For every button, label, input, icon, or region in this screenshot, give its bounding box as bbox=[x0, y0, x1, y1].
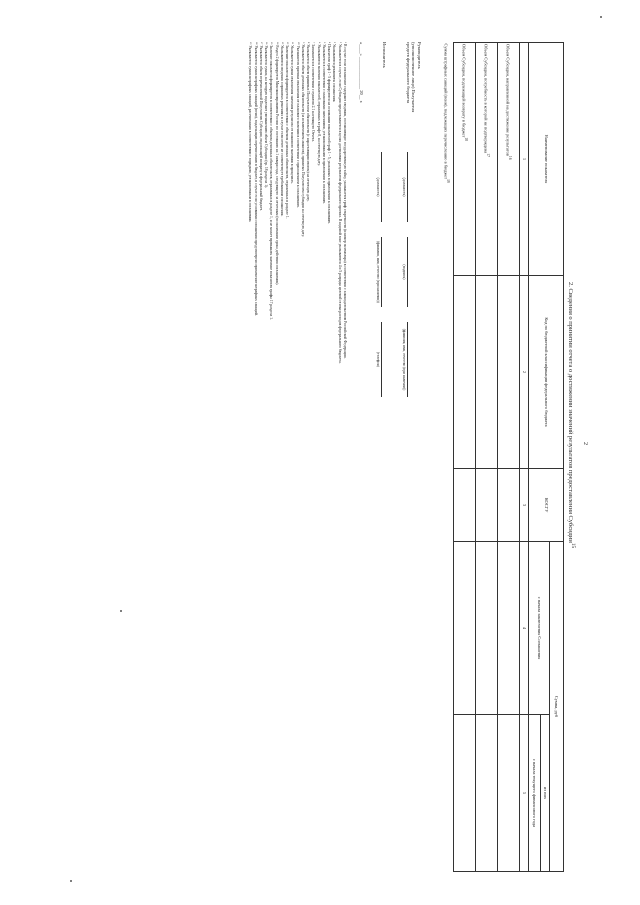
footnote: ¹⁵ Значение показателя формируется в соответствии с объемом денежных обязательств, отраженных в разделе 1, и не может превышать значение показателя графы 17 раздела 1. bbox=[269, 42, 274, 320]
caption-name: (фамилия, имя, отчество (при наличии)) bbox=[376, 241, 380, 303]
footnote: ¹⁹ Указывается сумма штрафных санкций, рассчитанная в соответствии с порядком, установленным в соглашении. bbox=[248, 42, 253, 223]
footnotes bbox=[247, 42, 347, 872]
row-footnote: 16 bbox=[508, 155, 513, 160]
footnote: ¹⁶ Указывается сумма, на которую подлежит уменьшению объем Субсидии (гр. 18 раздела 1). bbox=[264, 42, 269, 189]
caption-sign: (подпись) bbox=[402, 264, 406, 280]
footnote: ⁵ Указывается в соответствии с плановыми значениями, установленными в приложении к соглашению. bbox=[322, 42, 326, 205]
head-label-line: средств федерального бюджета bbox=[405, 42, 411, 104]
table-cell bbox=[476, 276, 498, 469]
rotated-sheet bbox=[60, 22, 590, 892]
head-label-line: Руководитель bbox=[417, 42, 422, 69]
footnote: ¹³ Указываются сведения о принятых решениях в случае если отчет не соответствует требованиям соглашения. bbox=[280, 42, 284, 217]
caption-phone: (телефон) bbox=[376, 351, 380, 368]
row-footnote: 19 bbox=[446, 179, 451, 183]
caption-name: (фамилия, имя, отчество (при наличии)) bbox=[402, 328, 406, 391]
signature-line bbox=[381, 152, 382, 222]
caption-position: (должность) bbox=[402, 177, 406, 197]
results-table bbox=[440, 42, 564, 872]
table-cell bbox=[454, 276, 476, 469]
footnote: ¹ В случае если соглашение содержит сведения, составляющие государственную тайну, указывается гриф секретности (и номер экземпляра) в соответствии с законодательством Российской Федерации. bbox=[343, 42, 347, 359]
col-num: 5 bbox=[520, 715, 529, 872]
footnote: ⁴ Показатели граф 1 - 5 формируются на основании показателей граф 1 - 5, указанных в приложении к соглашению. bbox=[327, 42, 332, 225]
header-code: Код по бюджетной классификации федерального бюджета bbox=[529, 276, 564, 469]
signature-line bbox=[407, 237, 408, 307]
header-year: с начала текущего финансового года bbox=[529, 715, 541, 872]
scan-speck bbox=[120, 610, 122, 612]
table-cell bbox=[498, 276, 520, 469]
section-heading bbox=[566, 282, 576, 548]
col-num: 1 bbox=[520, 43, 529, 276]
row-footnote: 18 bbox=[464, 137, 469, 141]
scan-speck bbox=[600, 16, 602, 18]
page-number: 2 bbox=[582, 442, 588, 445]
signature-line bbox=[381, 322, 382, 397]
row-footnote: 17 bbox=[486, 153, 491, 157]
scan-speck bbox=[70, 880, 72, 882]
signature-line bbox=[407, 152, 408, 222]
table-cell bbox=[454, 469, 476, 542]
table-row bbox=[454, 43, 476, 276]
row-label: Сумма штрафных санкций (пени), подлежащих перечислению в бюджет bbox=[443, 43, 449, 180]
footnote: ¹² Значение показателя формируется в соответствии с объемом денежных обязательств, отраженных в разделе 1. bbox=[285, 42, 290, 219]
table-cell bbox=[498, 542, 520, 715]
caption-position: (должность) bbox=[376, 177, 380, 197]
row-label: Объем Субсидии, направленной на достижение результатов bbox=[506, 44, 512, 156]
col-num: 3 bbox=[520, 469, 529, 542]
signature-line bbox=[407, 322, 408, 397]
table-cell bbox=[476, 469, 498, 542]
footnote: ¹⁷ Указывается объем перечисленной Получателю Субсидии, подлежащей возврату в федеральный бюджет. bbox=[259, 42, 263, 211]
executor-label: Исполнитель bbox=[382, 42, 387, 68]
row-label: Объем Субсидии, подлежащей возврату в бюджет bbox=[462, 44, 468, 138]
table-cell bbox=[454, 542, 476, 715]
table-cell bbox=[498, 715, 520, 872]
header-all: из них bbox=[541, 715, 550, 872]
footnote: ² Указывается в случае, если Субсидия предоставляется в целях достижения результатов федерального проекта. В кодовой зоне указываются 4 и 5 разряды целевой статьи расходов федерального бюджета. bbox=[337, 42, 342, 364]
head-label-line: (уполномоченное лицо) Получателя bbox=[411, 42, 417, 113]
header-name: Наименование показателя bbox=[529, 43, 564, 276]
table-row bbox=[440, 43, 454, 276]
footnote: ¹⁸ Указывается сумма штрафных санкций (пени), подлежащих перечислению в бюджет, в случае если условиями соглашения предусмотрено применение штрафных санкций. bbox=[253, 42, 258, 316]
footnote: ¹⁴ Раздел 2 формируется Минэкономразвития России по состоянию на 1 января года, следующего за отчетным (по окончании срока действия соглашения). bbox=[274, 42, 279, 286]
table-cell bbox=[454, 715, 476, 872]
signature-line bbox=[381, 237, 382, 307]
footnote: ⁹ Указывается объем денежных обязательств (за исключением авансов), принятых Получателем субсидии на отчетную дату. bbox=[301, 42, 305, 238]
head-label bbox=[405, 42, 422, 112]
footnote: ¹⁰ Указывается причина отклонения от планового значения в соответствии с приложением к соглашению. bbox=[295, 42, 300, 208]
table-row bbox=[498, 43, 520, 276]
header-sum: Сумма, руб bbox=[550, 542, 564, 872]
row-label: Объем Субсидии, потребность в которой не подтверждена bbox=[484, 44, 490, 154]
table-row bbox=[476, 43, 498, 276]
footnote: ¹¹ Указывается сумма отклонения значения результата от планового значения в процентах. bbox=[290, 42, 295, 184]
footnote: ³ Указываются реквизиты соглашения. bbox=[332, 42, 337, 103]
footnote: ⁸ Указывается объем принятых Получателем обязательств (с нарастающим итогом) на отчетную дату. bbox=[306, 42, 311, 202]
col-num: 2 bbox=[520, 276, 529, 469]
table-cell bbox=[498, 469, 520, 542]
header-kosgu: КОСГУ bbox=[529, 469, 564, 542]
footnote: ⁷ Заполняется в соответствии с пунктом 2.1 настоящего Отчета. bbox=[311, 42, 316, 143]
heading-footnote: 15 bbox=[570, 542, 576, 549]
table-cell bbox=[476, 715, 498, 872]
header-from-start: с начала заключения Соглашения bbox=[529, 542, 550, 715]
table-cell bbox=[476, 542, 498, 715]
section-heading-text: 2. Сведения о принятии отчета о достижении значений результатов предоставления Субсидии bbox=[566, 282, 574, 543]
footnote: ⁶ Указываются значения показателей, отраженных в графе 8, на отчетную дату. bbox=[316, 42, 321, 166]
col-num: 4 bbox=[520, 542, 529, 715]
date-line: «____» ______________ 20__ г. bbox=[359, 42, 364, 104]
